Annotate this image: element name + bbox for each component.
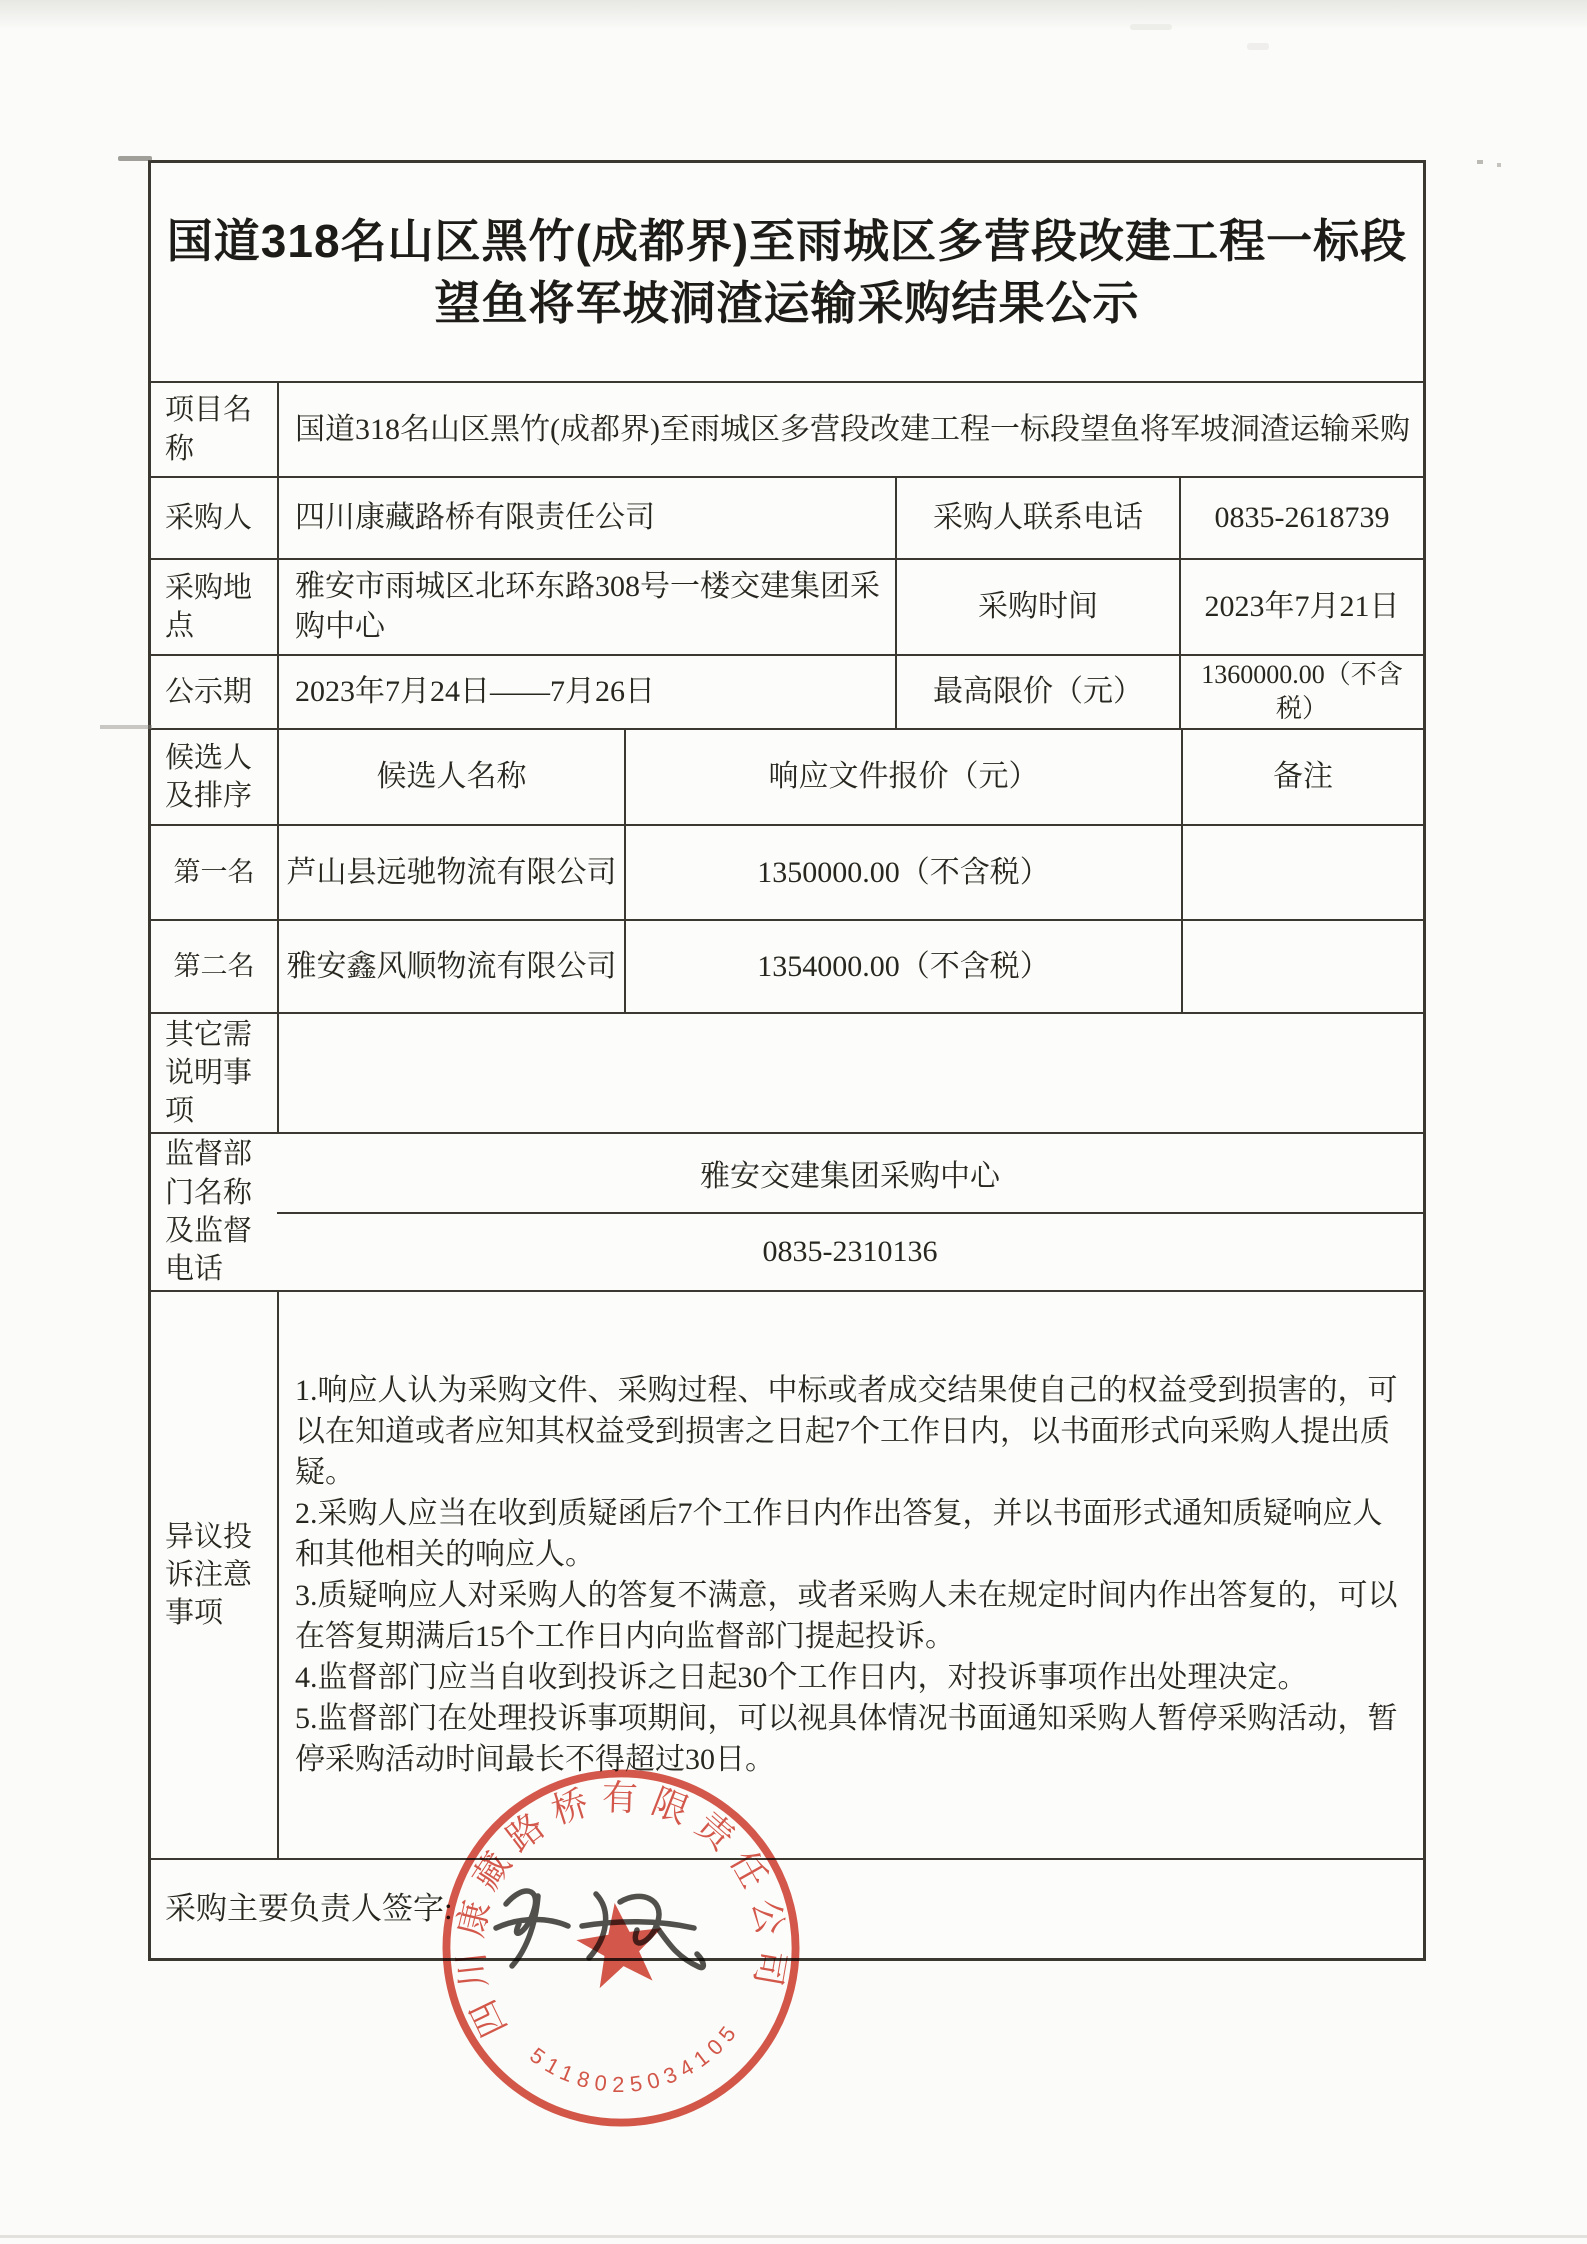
location-value: 雅安市雨城区北环东路308号一楼交建集团采购中心 [277,560,895,654]
supervision-phone: 0835-2310136 [277,1212,1423,1290]
project-name-label: 项目名称 [165,394,253,465]
objection-item-1: 1.响应人认为采购文件、采购过程、中标或者成交结果使自己的权益受到损害的，可以在知道或者应知其权益受到损害之日起7个工作日内，以书面形式向采购人提出质疑。 [295,1374,1398,1489]
candidate-2-name: 雅安鑫风顺物流有限公司 [277,921,624,1012]
signature-label: 采购主要负责人签字: [165,1890,453,1926]
purchase-time-value: 2023年7月21日 [1179,560,1423,654]
candidates-rank-label: 候选人及排序 [165,741,253,812]
max-price-label: 最高限价（元） [895,656,1179,728]
seal-company-text: 四川康藏路桥有限责任公司 [449,1777,793,2044]
project-name-row [151,381,1423,476]
candidate-remark-column-header: 备注 [1181,730,1423,824]
candidate-row-1 [151,824,1423,919]
supervision-dept-name: 雅安交建集团采购中心 [700,1160,1000,1193]
candidate-2-rank: 第二名 [173,950,255,981]
project-name-value: 国道318名山区黑竹(成都界)至雨城区多营段改建工程一标段望鱼将军坡洞渣运输采购 [277,383,1423,476]
scan-border-blotch [118,156,152,161]
objection-item-2: 2.采购人应当在收到质疑函后7个工作日内作出答复，并以书面形式通知质疑响应人和其他相关的响应人。 [295,1497,1383,1571]
title-row [151,163,1423,381]
publicity-period-label: 公示期 [165,675,253,708]
document-title: 国道318名山区黑竹(成都界)至雨城区多营段改建工程一标段望鱼将军坡洞渣运输采购结果公示 [166,215,1408,329]
candidate-2-quote: 1354000.00（不含税） [624,921,1181,1012]
scan-line-overshoot [100,725,152,729]
candidate-name-column-header: 候选人名称 [277,730,624,824]
scan-smudge [1247,43,1269,50]
objection-item-3: 3.质疑响应人对采购人的答复不满意，或者采购人未在规定时间内作出答复的，可以在答复期满后15个工作日内向监督部门提起投诉。 [295,1579,1398,1653]
handwritten-signature [478,1866,718,1984]
scan-smudge [1130,24,1172,30]
location-label: 采购地点 [165,571,253,642]
other-notes-row [151,1012,1423,1132]
candidate-1-remark [1181,826,1423,919]
candidate-2-remark [1181,921,1423,1012]
other-notes-label: 其它需说明事项 [165,1018,253,1128]
location-row [151,558,1423,654]
objection-item-5: 5.监督部门在处理投诉事项期间，可以视具体情况书面通知采购人暂停采购活动，暂停采购活动时间最长不得超过30日。 [295,1702,1398,1776]
purchaser-phone-value: 0835-2618739 [1179,478,1423,558]
seal-serial-text: 5118025034105 [525,2016,745,2098]
other-notes-value [277,1014,1423,1132]
candidate-1-name: 芦山县远驰物流有限公司 [277,826,624,919]
candidate-row-2 [151,919,1423,1012]
supervision-label: 监督部门名称及监督电话 [165,1138,253,1286]
objection-label: 异议投诉注意事项 [165,1520,253,1630]
candidate-1-rank: 第一名 [173,856,255,887]
objection-items [279,1356,1423,1794]
supervision-values [277,1134,1423,1290]
purchaser-value: 四川康藏路桥有限责任公司 [277,478,895,558]
publicity-period-row [151,654,1423,728]
procurement-result-table [148,160,1426,1961]
purchase-time-label: 采购时间 [895,560,1179,654]
candidates-header-row [151,728,1423,824]
purchaser-phone-label: 采购人联系电话 [895,478,1179,558]
supervision-row [151,1132,1423,1290]
scan-speck [1477,160,1483,164]
max-price-value: 1360000.00（不含税） [1179,656,1423,728]
candidate-quote-column-header: 响应文件报价（元） [624,730,1181,824]
objection-item-4: 4.监督部门应当自收到投诉之日起30个工作日内，对投诉事项作出处理决定。 [295,1661,1308,1694]
purchaser-row [151,476,1423,558]
scan-speck [1497,163,1501,167]
candidate-1-quote: 1350000.00（不含税） [624,826,1181,919]
purchaser-label: 采购人 [165,501,253,534]
publicity-period-value: 2023年7月24日——7月26日 [277,656,895,728]
